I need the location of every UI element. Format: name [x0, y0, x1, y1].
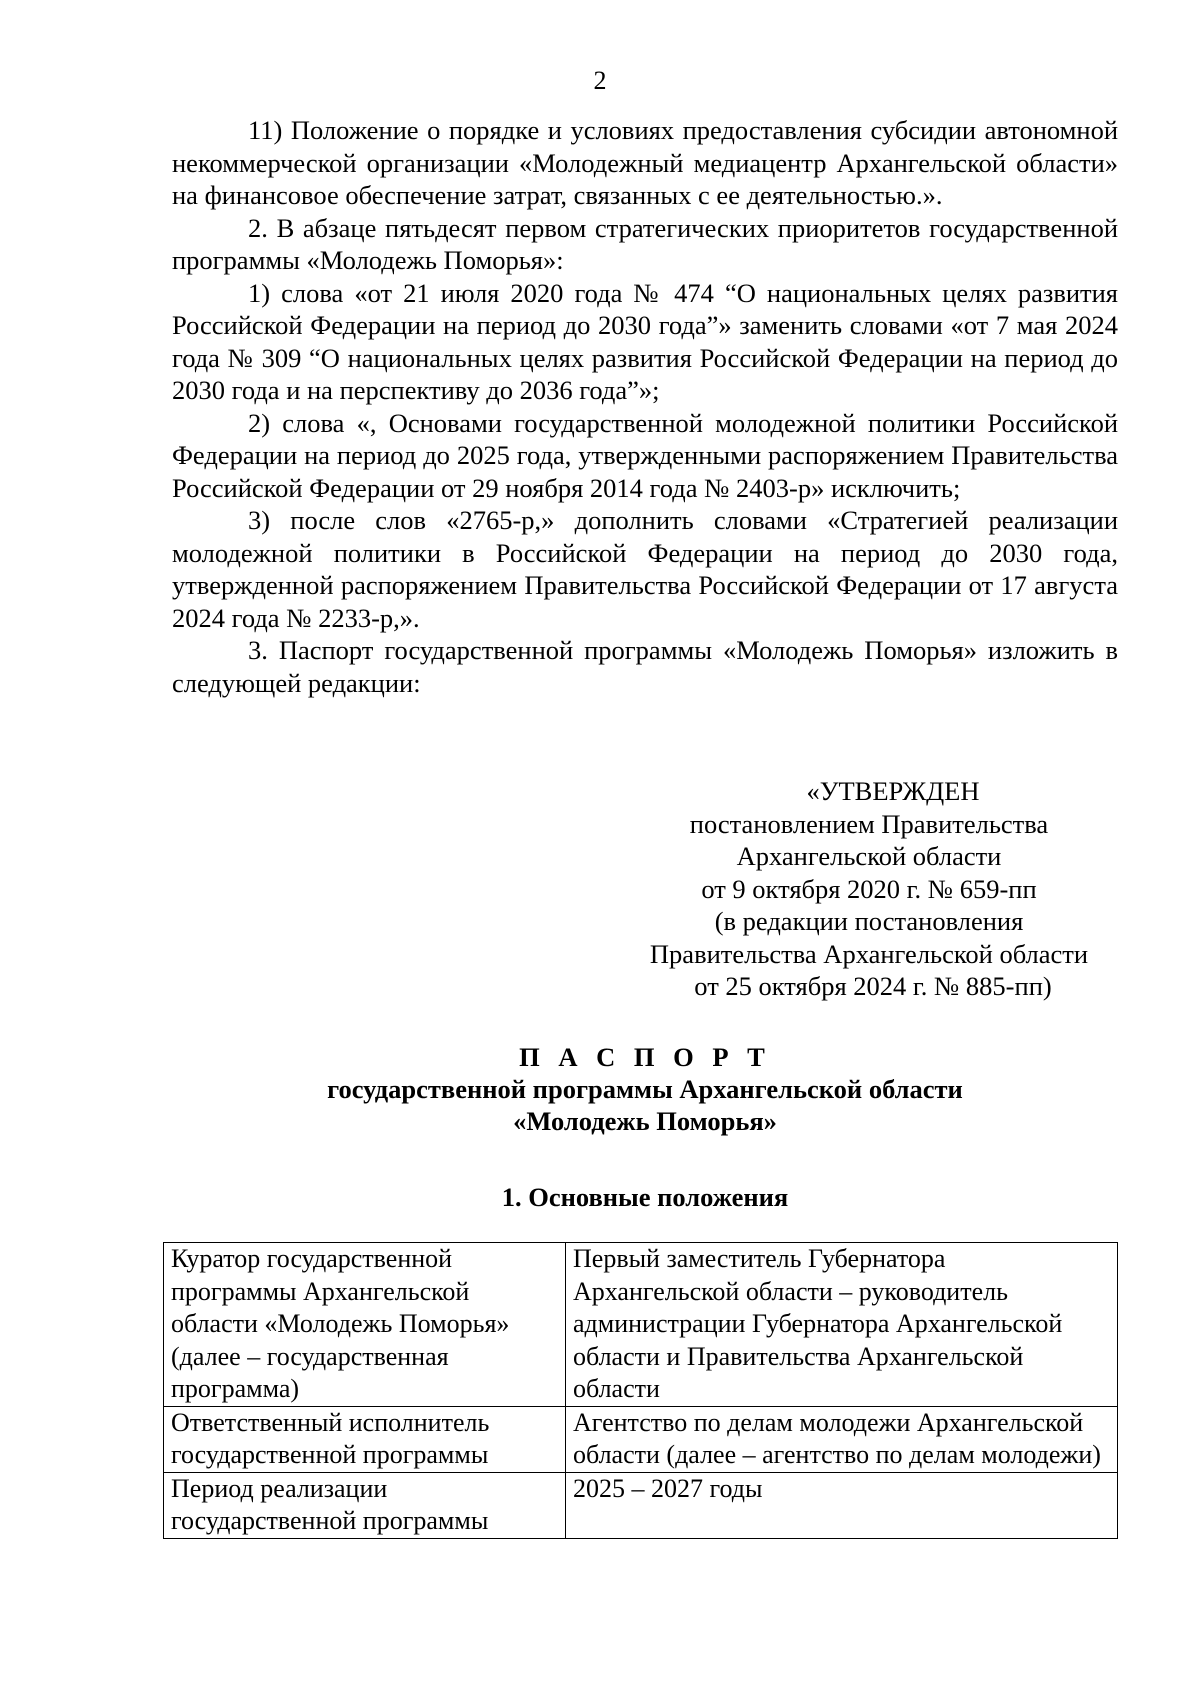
approval-line: «УТВЕРЖДЕН	[806, 776, 980, 806]
section-title: 1. Основные положения	[501, 1182, 789, 1212]
table-row	[164, 1406, 1118, 1472]
paragraph-amendment-2: 2. В абзаце пятьдесят первом стратегических приоритетов государственной программы «Молодежь Поморья»:	[172, 212, 1118, 275]
table-cell-value: Агентство по делам молодежи Архангельской области (далее – агентство по делам молодежи)	[566, 1406, 1118, 1472]
table-cell-label: Куратор государственной программы Архангельской области «Молодежь Поморья» (далее – государственная программа)	[164, 1243, 566, 1407]
approval-line: от 9 октября 2020 г. № 659-пп	[701, 873, 1037, 904]
table-cell-value: 2025 – 2027 годы	[566, 1472, 1118, 1538]
main-provisions-table	[163, 1242, 1118, 1539]
paragraph-amendment-3: 3. Паспорт государственной программы «Молодежь Поморья» изложить в следующей редакции:	[172, 635, 1118, 698]
table-row	[164, 1243, 1118, 1407]
table-row	[164, 1472, 1118, 1538]
passport-subtitle: государственной программы Архангельской области	[327, 1074, 963, 1104]
table-cell-label: Ответственный исполнитель государственной программы	[164, 1406, 566, 1472]
passport-heading: П А С П О Р Т	[519, 1042, 771, 1072]
paragraph-subsidy-regulation: 11) Положение о порядке и условиях предоставления субсидии автономной некоммерческой организации «Молодежный медиацентр Архангельской области» на финансовое обеспечение затрат, связанных с ее деятельностью.».	[172, 115, 1118, 210]
document-body	[172, 114, 1118, 699]
approval-line: Правительства Архангельской области	[649, 938, 1089, 969]
paragraph-amendment-2-3: 3) после слов «2765-р,» дополнить словами «Стратегией реализации молодежной политики в Российской Федерации на период до 2030 года, утвержденной распоряжением Правительства Российской Федерации от 17 августа 2024 года № 2233-р,».	[172, 505, 1118, 633]
table-cell-value: Первый заместитель Губернатора Архангельской области – руководитель администрации Губернатора Архангельской области и Правительства Архангельской области	[566, 1243, 1118, 1407]
approval-line: постановлением Правительства	[689, 808, 1049, 839]
approval-line: (в редакции постановления	[714, 906, 1024, 936]
table-cell-label: Период реализации государственной программы	[164, 1472, 566, 1538]
passport-program-name: «Молодежь Поморья»	[513, 1106, 777, 1136]
approval-line: Архангельской области	[736, 841, 1002, 871]
passport-title	[172, 1041, 1118, 1137]
page-number: 2	[593, 66, 607, 95]
approval-line: от 25 октября 2024 г. № 885-пп)	[694, 971, 1052, 1001]
paragraph-amendment-2-2: 2) слова «, Основами государственной молодежной политики Российской Федерации на период до 2025 года, утвержденными распоряжением Правительства Российской Федерации от 29 ноября 2014 года № 2403-р» исключить;	[172, 407, 1118, 503]
paragraph-amendment-2-1: 1) слова «от 21 июля 2020 года № 474 “О национальных целях развития Российской Федерации на период до 2030 года”» заменить словами «от 7 мая 2024 года № 309 “О национальных целях развития Российской Федерации на период до 2030 года и на перспективу до 2036 года”»;	[172, 277, 1118, 405]
approval-block	[620, 775, 1118, 1003]
